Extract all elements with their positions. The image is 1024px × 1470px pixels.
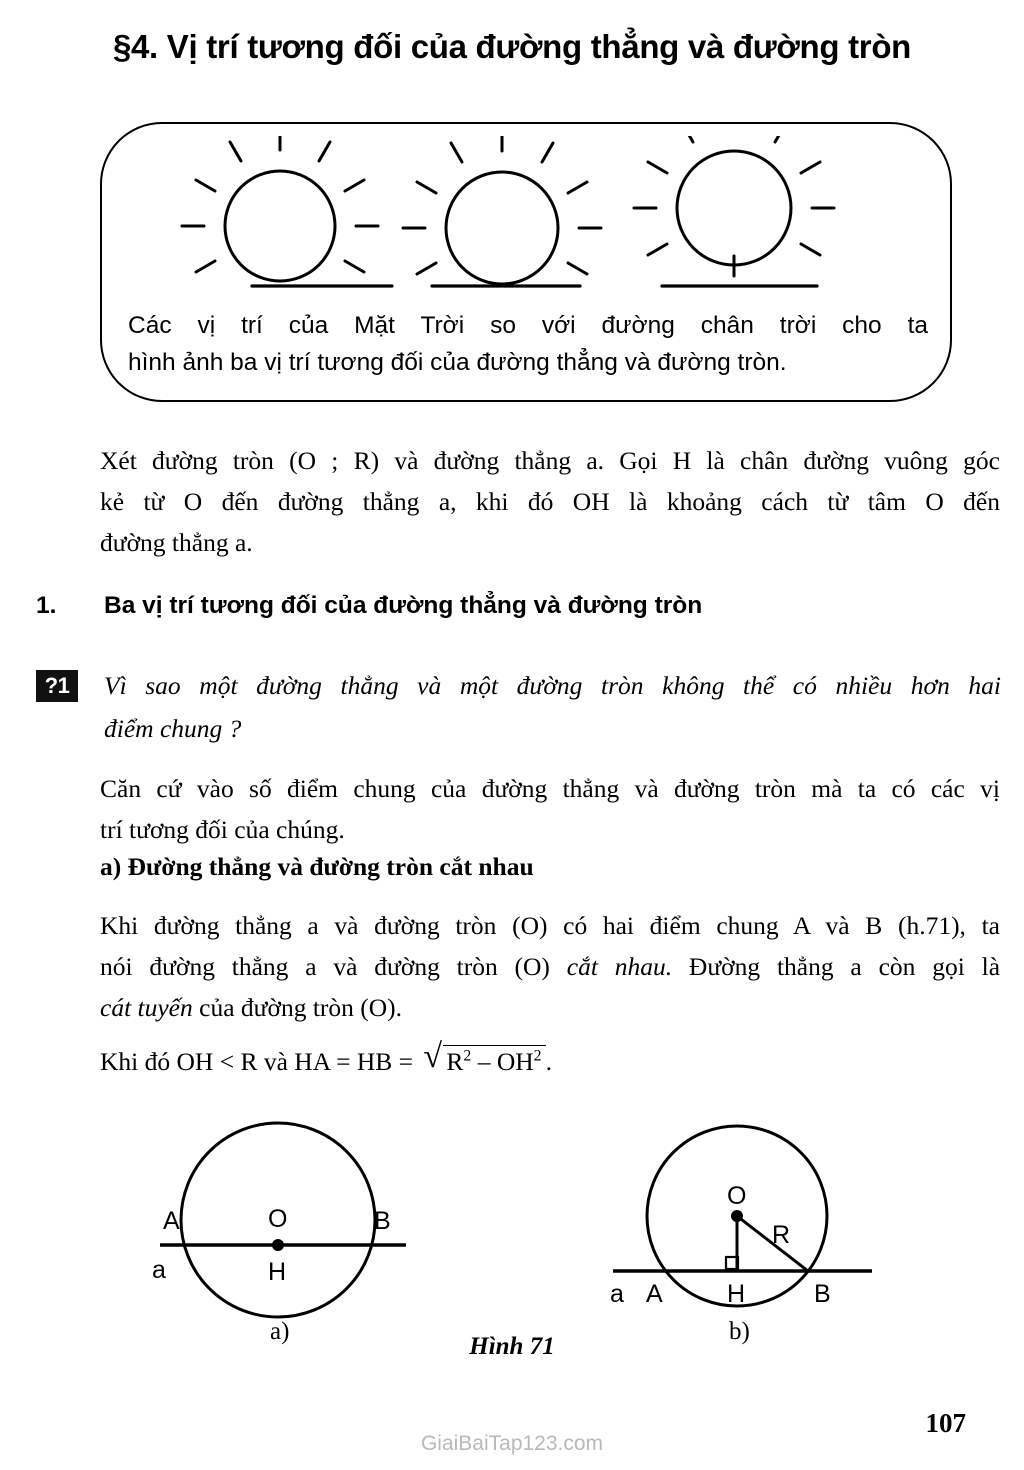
section-number: 1. [36,592,57,619]
exponent-1: 2 [463,1047,472,1065]
square-root-expression [423,1038,545,1077]
page-title: §4. Vị trí tương đối của đường thẳng và đường tròn [112,28,912,65]
radical-icon: √ [423,1038,443,1075]
label-line-a-diagram-a: a [152,1256,166,1284]
question-line: Vì sao một đường thẳng và một đường tròn không thể có nhiều hơn hai [104,671,1001,700]
section-heading-1 [36,592,996,620]
paragraph-line [100,987,1000,1028]
paragraph-line: Căn cứ vào số điểm chung của đường thẳng và đường tròn mà ta có các vị [100,774,1000,803]
formula-oh-ha-hb [100,1038,552,1077]
intro-caption [128,307,928,381]
question-text [104,664,1001,750]
intro-illustration-box [100,122,952,402]
label-O-diagram-b: O [727,1182,747,1210]
label-H-diagram-a: H [268,1258,287,1286]
emphasis-cat-tuyen: cát tuyến [100,993,193,1022]
subheading-a: a) Đường thẳng và đường tròn cắt nhau [100,852,534,881]
paragraph-line: Xét đường tròn (O ; R) và đường thẳng a. Gọi H là chân đường vuông góc [100,446,1000,475]
radicand-term-2: OH [496,1047,534,1076]
figure-caption: Hình 71 [469,1333,555,1360]
intro-caption-line-2: hình ảnh ba vị trí tương đối của đường thẳng và đường tròn. [128,349,787,376]
question-line: điểm chung ? [104,714,242,743]
label-A-diagram-a: A [163,1207,180,1235]
minus-operator: – [471,1047,497,1076]
paragraph-text: của đường tròn (O). [192,993,403,1022]
label-line-a-diagram-b: a [610,1280,624,1308]
radicand-term-1: R [446,1047,464,1076]
radicand [443,1045,545,1077]
paragraph-definition [100,440,1000,563]
paragraph-text: Đường thẳng a còn gọi là [672,952,1001,981]
paragraph-line [100,946,1000,987]
watermark: GiaiBaiTap123.com [420,1432,604,1455]
sub-caption-a: a) [270,1318,290,1345]
paragraph-line: đường thẳng a. [100,528,253,557]
center-point-O [731,1210,743,1222]
emphasis-cat-nhau: cắt nhau. [566,952,673,981]
sun-intersecting-icon [182,136,392,286]
label-R-diagram-b: R [772,1221,791,1249]
label-O-diagram-a: O [268,1205,288,1233]
paragraph-text: nói đường thẳng a và đường tròn (O) [100,952,567,981]
exponent-2: 2 [533,1047,542,1065]
label-A-diagram-b: A [646,1280,663,1308]
formula-prefix: Khi đó OH < R và HA = HB = [100,1047,420,1076]
section-title: Ba vị trí tương đối của đường thẳng và đường tròn [104,592,703,619]
sub-caption-b: b) [729,1318,750,1345]
label-B-diagram-a: B [374,1207,391,1235]
page-number: 107 [925,1408,966,1438]
diagram-b [613,1126,872,1306]
paragraph-line: trí tương đối của chúng. [100,815,345,844]
formula-suffix: . [545,1047,552,1076]
label-B-diagram-b: B [814,1280,831,1308]
paragraph-line: kẻ từ O đến đường thẳng a, khi đó OH là khoảng cách từ tâm O đến [100,487,1000,516]
label-H-diagram-b: H [727,1280,746,1308]
paragraph-cancu [100,768,1000,850]
sun-diagrams [102,136,954,306]
question-badge-icon: ?1 [36,670,78,702]
sun-tangent-icon [403,136,601,286]
center-point-O [272,1239,284,1251]
paragraph-khi [100,905,1000,1028]
paragraph-line: Khi đường thẳng a và đường tròn (O) có hai điểm chung A và B (h.71), ta [100,911,1000,940]
intro-caption-line-1: Các vị trí của Mặt Trời so với đường chân trời cho ta [128,312,928,339]
sun-separate-icon [634,136,834,286]
